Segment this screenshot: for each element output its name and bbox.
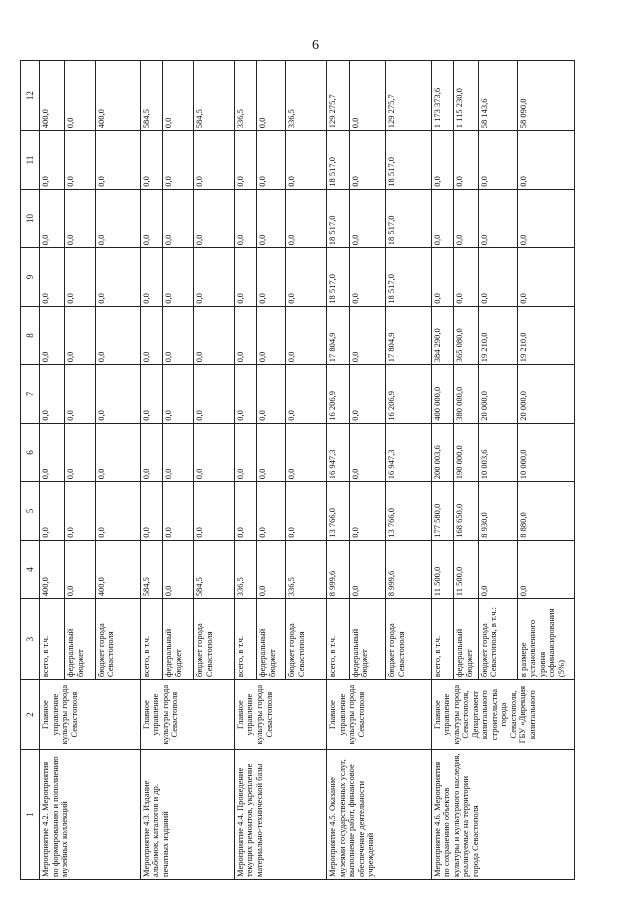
- activity-title: Мероприятие 4.4. Проведение текущих ремонтов, укрепление материально-технической базы: [234, 750, 326, 880]
- value-cell: 0,0: [65, 131, 96, 190]
- funding-source: бюджет города Севастополя: [286, 599, 327, 680]
- value-cell: 0,0: [95, 423, 140, 482]
- value-cell: 10 000,0: [517, 423, 574, 482]
- value-cell: 0,0: [194, 306, 235, 365]
- responsible-part: Департамент капитального строительства города Севастополя,: [469, 688, 518, 741]
- value-cell: 0,0: [140, 423, 163, 482]
- column-number-row: [21, 61, 40, 880]
- table-row: [40, 61, 65, 880]
- column-header: 1: [21, 750, 40, 880]
- value-cell: 0,0: [140, 131, 163, 190]
- value-cell: 0,0: [286, 189, 327, 248]
- value-cell: 16 947,3: [327, 423, 350, 482]
- value-cell: 16 947,3: [386, 423, 431, 482]
- funding-source: федеральный бюджет: [454, 599, 479, 680]
- value-cell: 0,0: [234, 306, 257, 365]
- funding-source: федеральный бюджет: [257, 599, 286, 680]
- value-cell: 18 517,0: [386, 189, 431, 248]
- funding-source: всего, в т.ч.: [234, 599, 257, 680]
- value-cell: 0,0: [454, 189, 479, 248]
- value-cell: 0,0: [257, 189, 286, 248]
- value-cell: 0,0: [140, 482, 163, 541]
- value-cell: 0,0: [234, 189, 257, 248]
- value-cell: 200 003,6: [431, 423, 454, 482]
- value-cell: 0,0: [95, 306, 140, 365]
- value-cell: 0,0: [257, 61, 286, 131]
- value-cell: 0,0: [286, 306, 327, 365]
- value-cell: 18 517,0: [386, 131, 431, 190]
- value-cell: 18 517,0: [327, 248, 350, 307]
- value-cell: 0,0: [454, 131, 479, 190]
- value-cell: 8 999,6: [386, 540, 431, 599]
- responsible-executor: Главное управление культуры города Севастополя: [327, 680, 431, 750]
- value-cell: 10 003,6: [478, 423, 517, 482]
- page-number: 6: [312, 38, 319, 53]
- funding-source: бюджет города Севастополя: [95, 599, 140, 680]
- value-cell: 17 804,9: [327, 306, 350, 365]
- table-row: [327, 61, 350, 880]
- value-cell: 0,0: [163, 248, 194, 307]
- value-cell: 0,0: [163, 61, 194, 131]
- value-cell: 0,0: [234, 423, 257, 482]
- value-cell: 177 580,0: [431, 482, 454, 541]
- value-cell: 8 930,0: [478, 482, 517, 541]
- value-cell: 380 000,0: [454, 365, 479, 424]
- value-cell: 19 210,0: [478, 306, 517, 365]
- value-cell: 0,0: [65, 482, 96, 541]
- funding-source: всего, в т.ч.: [40, 599, 65, 680]
- value-cell: 0,0: [517, 540, 574, 599]
- value-cell: 0,0: [349, 306, 386, 365]
- value-cell: 0,0: [163, 131, 194, 190]
- value-cell: 0,0: [65, 365, 96, 424]
- responsible-executor: Главное управление культуры города Севастополя: [234, 680, 326, 750]
- value-cell: 20 000,0: [517, 365, 574, 424]
- value-cell: 0,0: [454, 248, 479, 307]
- value-cell: 0,0: [95, 248, 140, 307]
- funding-source: бюджет города Севастополя: [386, 599, 431, 680]
- value-cell: 0,0: [140, 306, 163, 365]
- value-cell: 0,0: [286, 131, 327, 190]
- value-cell: 0,0: [234, 131, 257, 190]
- responsible-part: ГБУ «Дирекция капитального: [517, 685, 537, 744]
- value-cell: 0,0: [257, 423, 286, 482]
- value-cell: 0,0: [478, 131, 517, 190]
- value-cell: 18 517,0: [327, 131, 350, 190]
- responsible-executor: Главное управление культуры города Севастополя: [40, 680, 140, 750]
- value-cell: 0,0: [286, 482, 327, 541]
- funding-source: бюджет города Севастополя: [194, 599, 235, 680]
- value-cell: 19 210,0: [517, 306, 574, 365]
- value-cell: 190 000,0: [454, 423, 479, 482]
- value-cell: 129 275,7: [386, 61, 431, 131]
- value-cell: 400,0: [40, 61, 65, 131]
- funding-source: бюджет города Севастополя, в т.ч.:: [478, 599, 517, 680]
- funding-source: федеральный бюджет: [349, 599, 386, 680]
- value-cell: 16 206,9: [327, 365, 350, 424]
- value-cell: 0,0: [234, 365, 257, 424]
- value-cell: 168 650,0: [454, 482, 479, 541]
- activity-title: Мероприятие 4.2. Мероприятия по формированию и пополнению музейных коллекций: [40, 750, 140, 880]
- value-cell: 0,0: [65, 248, 96, 307]
- value-cell: 0,0: [257, 131, 286, 190]
- column-header: 6: [21, 423, 40, 482]
- funding-source: в размере установленного уровня софинансирования (5%): [517, 599, 574, 680]
- value-cell: 0,0: [349, 365, 386, 424]
- value-cell: 0,0: [349, 423, 386, 482]
- value-cell: 0,0: [478, 540, 517, 599]
- value-cell: 0,0: [40, 306, 65, 365]
- column-header: 3: [21, 599, 40, 680]
- value-cell: 11 500,0: [431, 540, 454, 599]
- value-cell: 400,0: [95, 540, 140, 599]
- value-cell: 0,0: [140, 365, 163, 424]
- value-cell: 584,5: [194, 540, 235, 599]
- value-cell: 0,0: [286, 423, 327, 482]
- column-header: 11: [21, 131, 40, 190]
- responsible-executor: [431, 680, 574, 750]
- value-cell: 0,0: [349, 61, 386, 131]
- value-cell: 0,0: [194, 189, 235, 248]
- value-cell: 129 275,7: [327, 61, 350, 131]
- value-cell: 58 143,6: [478, 61, 517, 131]
- value-cell: 0,0: [286, 365, 327, 424]
- table-row: [234, 61, 257, 880]
- value-cell: 0,0: [257, 482, 286, 541]
- value-cell: 0,0: [257, 540, 286, 599]
- activity-title: Мероприятие 4.5. Оказание музеями государственных услуг, выполнение работ, финансовое обеспечение деятельности учреждений: [327, 750, 431, 880]
- activity-title: Мероприятие 4.6. Мероприятия по сохранению объектов культуры и культурного наследия, реализуемые на территории города Севастополя: [431, 750, 574, 880]
- value-cell: 584,5: [140, 540, 163, 599]
- value-cell: 0,0: [194, 248, 235, 307]
- value-cell: 0,0: [40, 131, 65, 190]
- value-cell: 0,0: [65, 189, 96, 248]
- value-cell: 584,5: [140, 61, 163, 131]
- funding-source: федеральный бюджет: [65, 599, 96, 680]
- column-header: 7: [21, 365, 40, 424]
- value-cell: 0,0: [40, 423, 65, 482]
- value-cell: 0,0: [349, 540, 386, 599]
- responsible-part: Главное управление культуры города Севастополя,: [431, 684, 471, 745]
- value-cell: 13 766,0: [386, 482, 431, 541]
- value-cell: 0,0: [95, 189, 140, 248]
- value-cell: 0,0: [349, 189, 386, 248]
- value-cell: 0,0: [40, 482, 65, 541]
- value-cell: 0,0: [194, 131, 235, 190]
- budget-table: [20, 60, 575, 880]
- value-cell: 18 517,0: [386, 248, 431, 307]
- table-row: [431, 61, 454, 880]
- funding-source: всего, в т.ч.: [431, 599, 454, 680]
- value-cell: 336,5: [286, 61, 327, 131]
- value-cell: 0,0: [194, 365, 235, 424]
- value-cell: 0,0: [40, 365, 65, 424]
- value-cell: 0,0: [194, 423, 235, 482]
- value-cell: 0,0: [163, 306, 194, 365]
- value-cell: 16 206,9: [386, 365, 431, 424]
- value-cell: 1 115 230,0: [454, 61, 479, 131]
- value-cell: 0,0: [95, 365, 140, 424]
- value-cell: 20 000,0: [478, 365, 517, 424]
- value-cell: 0,0: [478, 248, 517, 307]
- value-cell: 0,0: [257, 248, 286, 307]
- column-header: 12: [21, 61, 40, 131]
- value-cell: 0,0: [65, 540, 96, 599]
- value-cell: 8 999,6: [327, 540, 350, 599]
- value-cell: 0,0: [517, 189, 574, 248]
- value-cell: 400,0: [95, 61, 140, 131]
- value-cell: 0,0: [40, 248, 65, 307]
- funding-source: федеральный бюджет: [163, 599, 194, 680]
- column-header: 5: [21, 482, 40, 541]
- value-cell: 0,0: [349, 131, 386, 190]
- value-cell: 384 290,0: [431, 306, 454, 365]
- value-cell: 0,0: [163, 189, 194, 248]
- value-cell: 336,5: [234, 61, 257, 131]
- value-cell: 0,0: [431, 189, 454, 248]
- responsible-executor: Главное управление культуры города Севастополя: [140, 680, 234, 750]
- value-cell: 0,0: [40, 189, 65, 248]
- value-cell: 0,0: [95, 131, 140, 190]
- value-cell: 18 517,0: [327, 189, 350, 248]
- value-cell: 11 500,0: [454, 540, 479, 599]
- column-header: 9: [21, 248, 40, 307]
- table-row: [140, 61, 163, 880]
- value-cell: 336,5: [286, 540, 327, 599]
- value-cell: 0,0: [349, 248, 386, 307]
- value-cell: 58 090,0: [517, 61, 574, 131]
- column-header: 2: [21, 680, 40, 750]
- activity-title: Мероприятие 4.3. Издание альбомов, каталогов и др. печатных изданий: [140, 750, 234, 880]
- column-header: 10: [21, 189, 40, 248]
- value-cell: 8 880,0: [517, 482, 574, 541]
- value-cell: 0,0: [517, 248, 574, 307]
- value-cell: 584,5: [194, 61, 235, 131]
- funding-source: всего, в т.ч.: [327, 599, 350, 680]
- column-header: 8: [21, 306, 40, 365]
- value-cell: 0,0: [234, 482, 257, 541]
- value-cell: 0,0: [163, 423, 194, 482]
- value-cell: 400,0: [40, 540, 65, 599]
- funding-source: всего, в т.ч.: [140, 599, 163, 680]
- value-cell: 0,0: [163, 365, 194, 424]
- value-cell: 400 000,0: [431, 365, 454, 424]
- value-cell: 0,0: [234, 248, 257, 307]
- value-cell: 0,0: [478, 189, 517, 248]
- value-cell: 17 804,9: [386, 306, 431, 365]
- value-cell: 0,0: [257, 306, 286, 365]
- value-cell: 13 766,0: [327, 482, 350, 541]
- value-cell: 0,0: [517, 131, 574, 190]
- value-cell: 365 080,0: [454, 306, 479, 365]
- value-cell: 0,0: [65, 423, 96, 482]
- value-cell: 0,0: [257, 365, 286, 424]
- value-cell: 1 173 373,6: [431, 61, 454, 131]
- value-cell: 0,0: [349, 482, 386, 541]
- value-cell: 0,0: [65, 61, 96, 131]
- value-cell: 0,0: [95, 482, 140, 541]
- value-cell: 336,5: [234, 540, 257, 599]
- value-cell: 0,0: [163, 482, 194, 541]
- value-cell: 0,0: [431, 248, 454, 307]
- value-cell: 0,0: [194, 482, 235, 541]
- table-body: [21, 61, 575, 880]
- value-cell: 0,0: [431, 131, 454, 190]
- value-cell: 0,0: [140, 189, 163, 248]
- column-header: 4: [21, 540, 40, 599]
- value-cell: 0,0: [163, 540, 194, 599]
- value-cell: 0,0: [65, 306, 96, 365]
- value-cell: 0,0: [140, 248, 163, 307]
- value-cell: 0,0: [286, 248, 327, 307]
